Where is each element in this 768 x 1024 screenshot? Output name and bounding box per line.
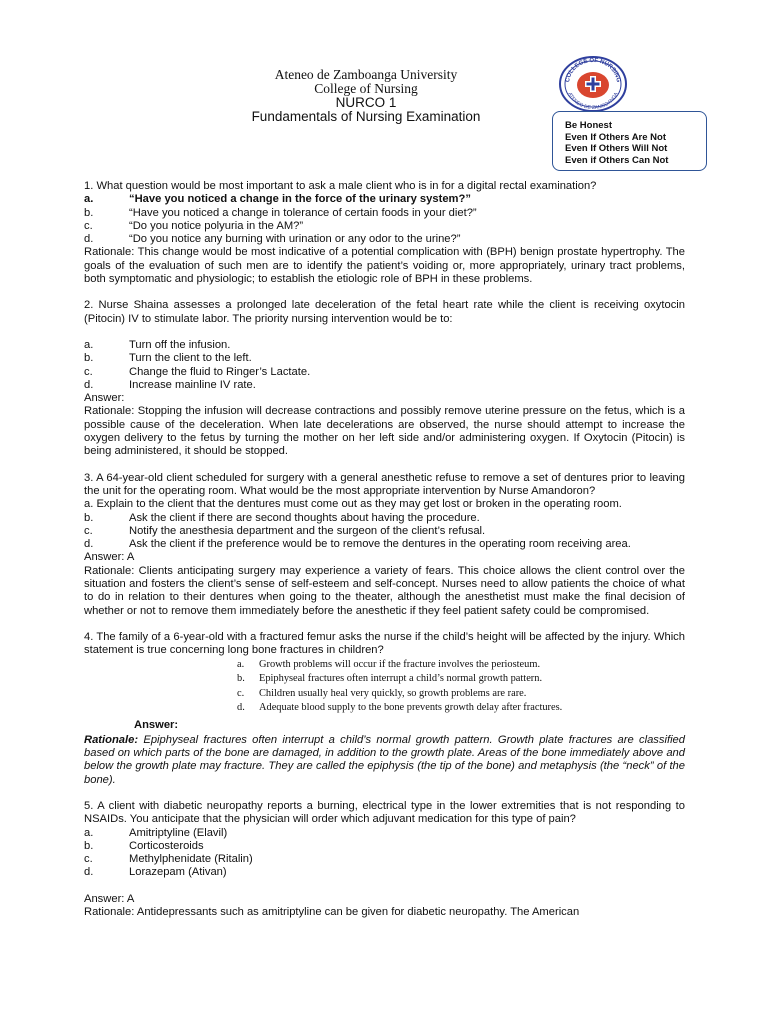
option-1c: c. “Do you notice polyuria in the AM?”: [84, 219, 304, 232]
option-4d: d. Adequate blood supply to the bone prevents growth delay after fractures.: [237, 702, 563, 713]
question-3-answer: Answer: A: [84, 551, 135, 564]
question-4-rationale: Rationale: Epiphyseal fractures often interrupt a child’s normal growth pattern. Growth plate fractures are classified based on which parts of the bone are damaged, in addition to the growth plate. Areas of the bone immediately above and below the growth plate may fracture. They are called the epiphysis (the tip of the bone) and metaphysis (the “neck” of the bone).: [84, 733, 685, 786]
option-2c: c. Change the fluid to Ringer’s Lactate.: [84, 365, 311, 378]
question-4-options: [237, 658, 685, 716]
option-1a: a. “Have you noticed a change in the force of the urinary system?”: [84, 193, 471, 206]
seal-bottom-text: ATENEO DE ZAMBOANGA: [566, 91, 620, 112]
motto-line: Even If Others Are Not: [565, 131, 667, 143]
motto-line: Be Honest: [565, 120, 612, 131]
option-5a: a. Amitriptyline (Elavil): [84, 826, 228, 839]
document-header: [200, 68, 532, 124]
question-2-answer: Answer:: [84, 392, 125, 405]
question-5-rationale: Rationale: Antidepressants such as amitriptyline can be given for diabetic neuropathy. The American: [84, 906, 580, 919]
college-name: College of Nursing: [314, 81, 418, 96]
exam-body: [84, 180, 685, 919]
option-1d: d. “Do you notice any burning with urination or any odor to the urine?”: [84, 233, 461, 246]
seal-top-text: COLLEGE OF NURSING: [565, 57, 621, 83]
question-5-answer: Answer: A: [84, 892, 135, 905]
question-5-text: 5. A client with diabetic neuropathy reports a burning, electrical type in the lower extremities that is not responding to NSAIDs. You anticipate that the physician will order which adjuvant medication for this type of pain?: [84, 799, 685, 826]
option-2d: d. Increase mainline IV rate.: [84, 378, 256, 391]
option-5b: b. Corticosteroids: [84, 839, 204, 852]
option-3b: b. Ask the client if there are second thoughts about having the procedure.: [84, 511, 480, 524]
option-3c: c. Notify the anesthesia department and the surgeon of the client’s refusal.: [84, 524, 486, 537]
motto-line: Even If Others Will Not: [565, 143, 668, 154]
question-1-rationale: Rationale: This change would be most indicative of a potential complication with (BPH) benign prostate hypertrophy. The goals of the evaluation of such men are to identify the patient’s voiding or, more appropriately, urinary tract problems, both symptomatic and physiologic; to establish the etiologic role of BPH in these problems.: [84, 246, 685, 286]
option-2a: a. Turn off the infusion.: [84, 338, 231, 351]
option-4c: c. Children usually heal very quickly, so growth problems are rare.: [237, 687, 527, 699]
option-4a: a. Growth problems will occur if the fracture involves the periosteum.: [237, 658, 541, 670]
option-1b: b. “Have you noticed a change in tolerance of certain foods in your diet?”: [84, 206, 477, 219]
question-3-text: 3. A 64-year-old client scheduled for surgery with a general anesthetic refuse to remove a set of dentures prior to leaving the unit for the operating room. What would be the most appropriate intervention by Nurse Amandoron?: [84, 471, 685, 497]
question-1-text: 1. What question would be most important to ask a male client who is in for a digital rectal examination?: [84, 180, 597, 192]
option-4b: b. Epiphyseal fractures often interrupt a child’s normal growth pattern.: [237, 673, 543, 684]
rationale-label: Rationale:: [84, 733, 139, 746]
question-4-answer: Answer:: [134, 718, 179, 731]
college-seal-logo: [558, 55, 628, 113]
option-5c: c. Methylphenidate (Ritalin): [84, 853, 253, 866]
question-2-rationale: Rationale: Stopping the infusion will decrease contractions and possibly remove uterine pressure on the fetus, which is a possible cause of the deceleration. When late decelerations are observed, the nurse should attempt to increase the oxygen delivery to the fetus by turning the mother on her left side and/or administering oxygen. If Oxytocin (Pitocin) is being administered, it should be stopped.: [84, 405, 685, 458]
motto-line: Even if Others Can Not: [565, 154, 669, 166]
honesty-motto-box: [552, 111, 707, 171]
university-name: Ateneo de Zamboanga University: [274, 67, 458, 82]
option-2b: b. Turn the client to the left.: [84, 352, 252, 365]
course-code: NURCO 1: [335, 95, 397, 110]
question-3-rationale: Rationale: Clients anticipating surgery may experience a variety of fears. This choice allows the client control over the situation and fosters the client’s sense of self-esteem and self-concept. Nurses need to allow patients the choice of what to do in relation to their dentures when going to the theater, although the anesthetist must make the final decision of whether or not to remove them immediately before the anesthetic if they feel patient safety could be compromised.: [84, 564, 685, 617]
question-4-text: 4. The family of a 6-year-old with a fractured femur asks the nurse if the child’s height will be affected by the injury. Which statement is true concerning long bone fractures in children?: [84, 630, 685, 657]
option-3a: a. Explain to the client that the dentures must come out as they may get lost or broken in the operating room.: [84, 498, 622, 511]
option-3d: d. Ask the client if the preference would be to remove the dentures in the operating room receiving area.: [84, 538, 631, 551]
option-5d: d. Lorazepam (Ativan): [84, 866, 227, 879]
exam-title: Fundamentals of Nursing Examination: [251, 109, 481, 124]
question-2-text: 2. Nurse Shaina assesses a prolonged late deceleration of the fetal heart rate while the client is receiving oxytocin (Pitocin) IV to stimulate labor. The priority nursing intervention would be to:: [84, 299, 685, 325]
